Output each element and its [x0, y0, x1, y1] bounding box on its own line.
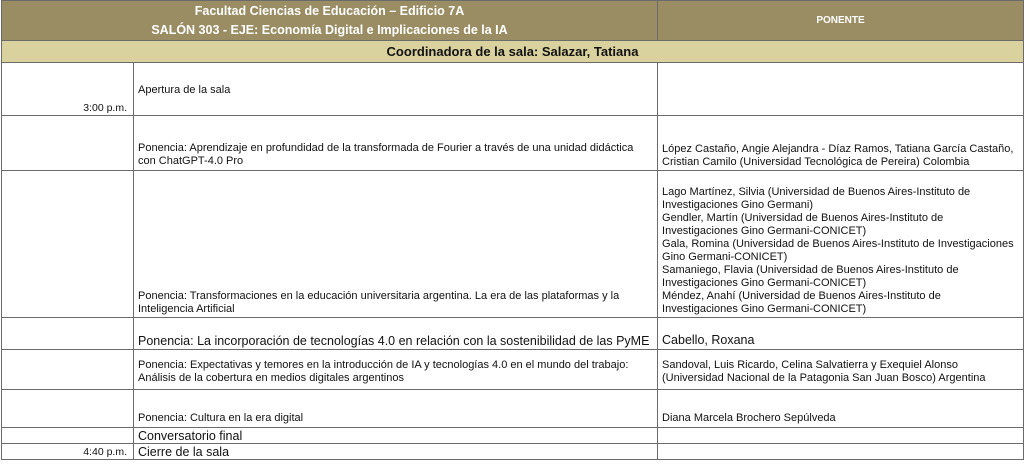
activity-cell: Ponencia: Expectativas y temores en la introducción de IA y tecnologías 4.0 en el mundo del trabajo: Análisis de la cobertura en medios digitales argentinos	[134, 350, 658, 390]
speaker-line: Lago Martínez, Silvia (Universidad de Buenos Aires-Instituto de Investigaciones Gino Germani)	[662, 186, 971, 211]
header-row	[2, 1, 1024, 41]
time-cell	[2, 428, 134, 444]
time-cell	[2, 116, 134, 171]
speaker-cell	[658, 171, 1024, 318]
coordinator-row	[2, 41, 1024, 63]
ponente-header: PONENTE	[658, 1, 1024, 41]
activity-cell: Ponencia: Cultura en la era digital	[134, 390, 658, 428]
session-title: SALÓN 303 - EJE: Economía Digital e Implicaciones de la IA	[151, 22, 508, 37]
speaker-line: Gala, Romina (Universidad de Buenos Aires-Instituto de Investigaciones Gino Germani-CONICET)	[662, 238, 1014, 263]
speaker-cell: Sandoval, Luis Ricardo, Celina Salvatierra y Exequiel Alonso (Universidad Nacional de la Patagonia San Juan Bosco) Argentina	[658, 350, 1024, 390]
coordinator-label: Coordinadora de la sala: Salazar, Tatiana	[2, 41, 1024, 63]
speaker-cell	[658, 428, 1024, 444]
activity-cell	[134, 63, 658, 116]
table-row	[2, 63, 1024, 116]
table-row	[2, 428, 1024, 444]
speaker-cell: López Castaño, Angie Alejandra - Díaz Ramos, Tatiana García Castaño, Cristian Camilo (Universidad Tecnológica de Pereira) Colombia	[658, 116, 1024, 171]
table-row	[2, 444, 1024, 460]
table-row	[2, 390, 1024, 428]
schedule-table	[1, 0, 1024, 460]
time-cell	[2, 171, 134, 318]
activity-cell: Conversatorio final	[134, 428, 658, 444]
table-row	[2, 350, 1024, 390]
speaker-cell	[658, 63, 1024, 116]
time-cell: 4:40 p.m.	[2, 444, 134, 460]
table-row	[2, 171, 1024, 318]
time-cell	[2, 350, 134, 390]
activity-cell: Ponencia: Aprendizaje en profundidad de la transformada de Fourier a través de una unidad didáctica con ChatGPT-4.0 Pro	[134, 116, 658, 171]
time-cell	[2, 390, 134, 428]
speaker-cell: Cabello, Roxana	[658, 318, 1024, 350]
speaker-cell: Diana Marcela Brochero Sepúlveda	[658, 390, 1024, 428]
activity-cell: Ponencia: Transformaciones en la educación universitaria argentina. La era de las plataformas y la Inteligencia Artificial	[134, 171, 658, 318]
session-title-cell	[2, 1, 658, 41]
speaker-line: Méndez, Anahí (Universidad de Buenos Aires-Instituto de Investigaciones Gino Germani-CONICET)	[662, 290, 941, 315]
table-row	[2, 116, 1024, 171]
activity-cell: Cierre de la sala	[134, 444, 658, 460]
time-cell: 3:00 p.m.	[2, 63, 134, 116]
venue-title: Facultad Ciencias de Educación – Edificio 7A	[194, 3, 465, 18]
speaker-line: Samaniego, Flavia (Universidad de Buenos Aires-Instituto de Investigaciones Gino Germani-CONICET)	[662, 264, 959, 289]
activity-text: Apertura de la sala	[138, 84, 231, 96]
speaker-cell	[658, 444, 1024, 460]
activity-cell: Ponencia: La incorporación de tecnologías 4.0 en relación con la sostenibilidad de las PyME	[134, 318, 658, 350]
table-row	[2, 318, 1024, 350]
speaker-line: Gendler, Martín (Universidad de Buenos Aires-Instituto de Investigaciones Gino Germani-CONICET)	[662, 212, 944, 237]
time-cell	[2, 318, 134, 350]
